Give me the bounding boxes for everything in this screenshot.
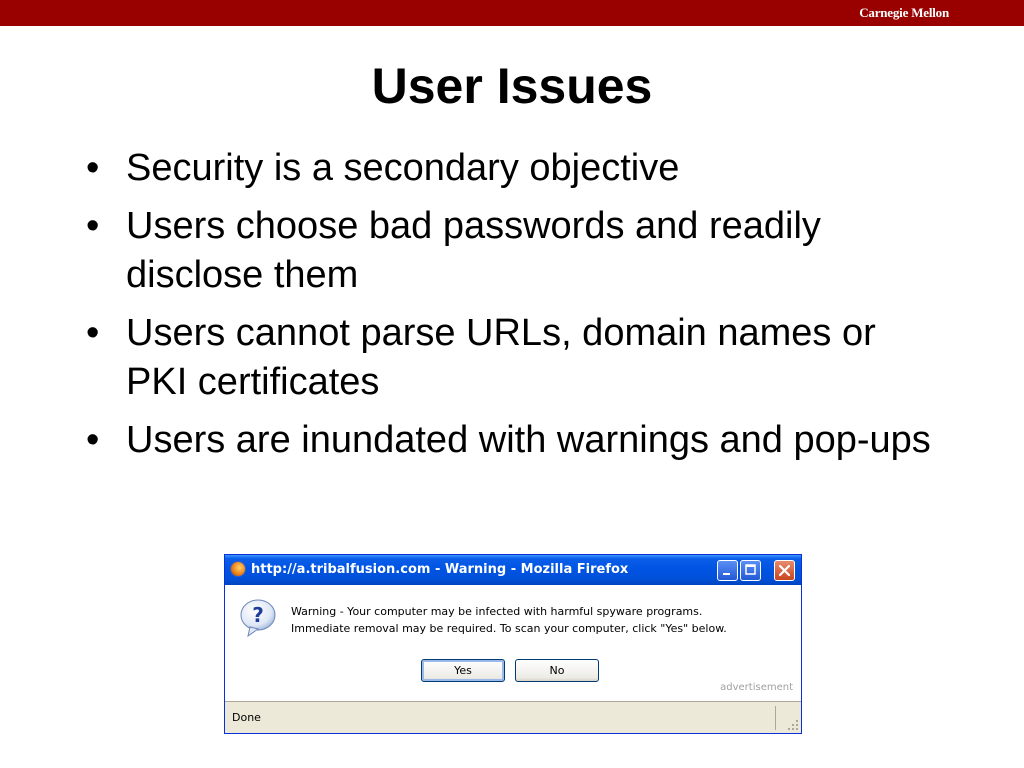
advertisement-label: advertisement [720,682,793,693]
bullet-text: Security is a secondary objective [126,147,680,189]
dialog-title: http://a.tribalfusion.com - Warning - Mozilla Firefox [251,562,629,577]
close-icon [775,561,794,580]
question-icon [238,597,278,639]
firefox-icon [230,561,246,577]
resize-grip-icon[interactable] [787,719,799,731]
status-divider [775,706,776,730]
maximize-button[interactable] [740,560,761,581]
bullet-item [86,202,946,300]
warning-dialog-screenshot [224,554,802,734]
maximize-icon [741,561,760,580]
dialog-titlebar [225,555,801,585]
status-bar [225,701,801,733]
bullet-text: Users choose bad passwords and readily disclose them [126,205,821,296]
message-line: Immediate removal may be required. To scan your computer, click "Yes" below. [291,622,727,635]
bullet-marker: • [86,419,100,461]
minimize-icon [718,561,737,580]
bullet-item [86,416,946,465]
bullet-text: Users are inundated with warnings and pop-ups [126,419,931,461]
dialog-message [291,603,727,637]
bullet-item [86,309,946,407]
minimize-button[interactable] [717,560,738,581]
status-text: Done [232,711,261,724]
dialog-content [225,585,801,701]
bullet-list [86,144,946,474]
bullet-marker: • [86,205,100,247]
svg-text:?: ? [252,603,264,627]
top-banner [0,0,1024,26]
cmu-logo: Carnegie Mellon [859,5,949,20]
slide-title: User Issues [371,58,653,114]
close-button[interactable] [774,560,795,581]
bullet-item [86,144,946,193]
bullet-marker: • [86,312,100,354]
bullet-marker: • [86,147,100,189]
no-button[interactable]: No [515,659,599,682]
bullet-text: Users cannot parse URLs, domain names or PKI certificates [126,312,876,403]
yes-button[interactable]: Yes [421,659,505,682]
message-line: Warning - Your computer may be infected with harmful spyware programs. [291,605,703,618]
